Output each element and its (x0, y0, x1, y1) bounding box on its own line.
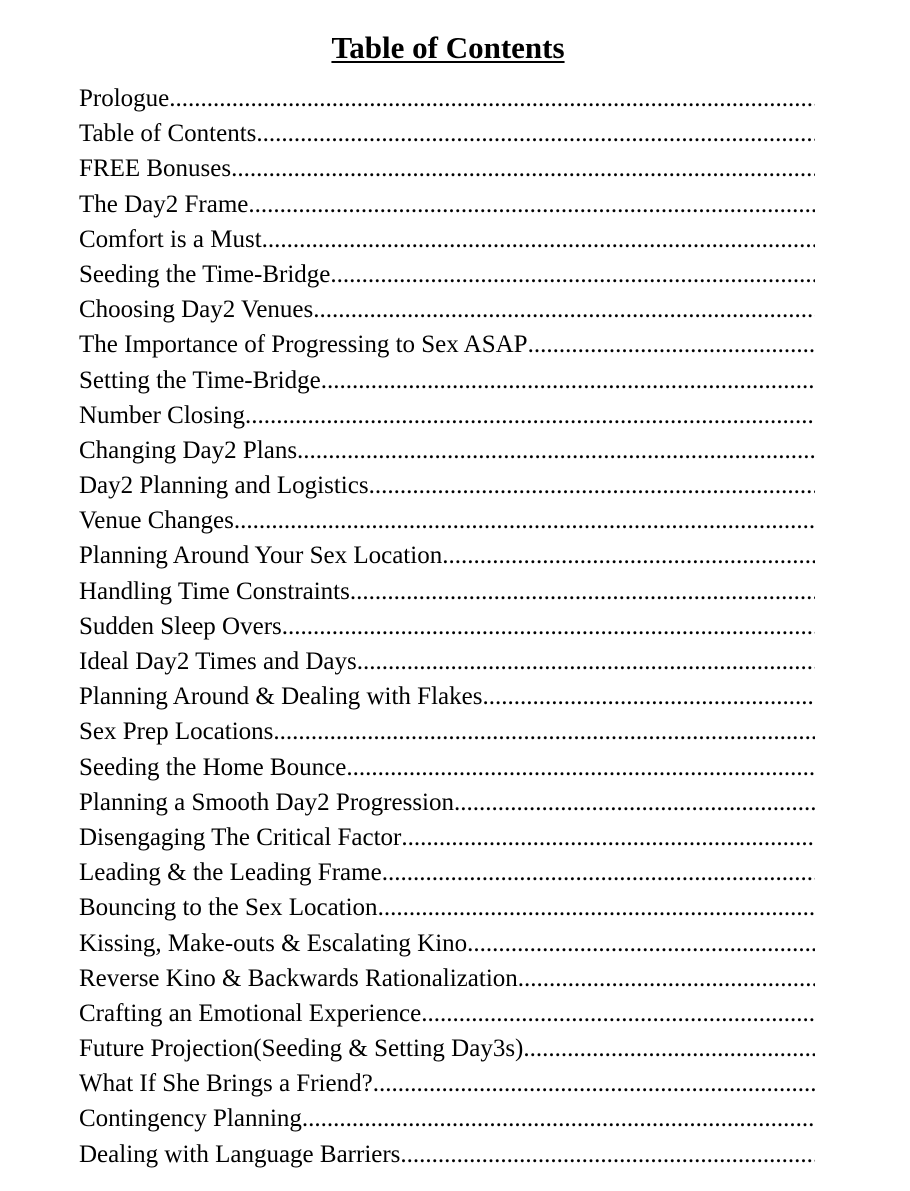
toc-entry[interactable] (79, 327, 815, 362)
toc-entry-label: Crafting an Emotional Experience (79, 999, 422, 1027)
toc-entry[interactable] (79, 714, 815, 749)
dot-leader (245, 398, 815, 433)
dot-leader (357, 644, 815, 679)
toc-entry-label: Planning Around Your Sex Location (79, 542, 443, 570)
dot-leader (302, 1101, 815, 1136)
toc-entry[interactable] (79, 961, 815, 996)
toc-entry[interactable] (79, 750, 815, 785)
toc-entry-label: Disengaging The Critical Factor (79, 823, 402, 851)
toc-entry[interactable] (79, 926, 815, 961)
dot-leader (282, 609, 815, 644)
dot-leader (321, 363, 815, 398)
toc-entry[interactable] (79, 820, 815, 855)
toc-entry-label: Changing Day2 Plans (79, 436, 298, 464)
toc-entry[interactable] (79, 363, 815, 398)
dot-leader (346, 750, 815, 785)
dot-leader (313, 292, 815, 327)
toc-entry[interactable] (79, 679, 815, 714)
toc-entry[interactable] (79, 890, 815, 925)
toc-entry-label: Ideal Day2 Times and Days (79, 648, 357, 675)
toc-entry[interactable] (79, 151, 815, 186)
dot-leader (330, 257, 815, 292)
toc-entry-label: Planning Around & Dealing with Flakes (79, 683, 483, 711)
toc-entry[interactable] (79, 468, 815, 503)
toc-entry[interactable] (79, 644, 815, 679)
dot-leader (454, 785, 815, 820)
dot-leader (378, 890, 815, 925)
dot-leader (248, 187, 815, 222)
toc-entry[interactable] (79, 292, 815, 327)
toc-entry[interactable] (79, 187, 815, 222)
dot-leader (442, 538, 815, 573)
toc-entry-label: Sudden Sleep Overs (79, 612, 282, 640)
toc-entry-label: Day2 Planning and Logistics (79, 472, 369, 500)
toc-entry[interactable] (79, 1101, 815, 1136)
toc-entry[interactable] (79, 609, 815, 644)
toc-entry-label: Planning a Smooth Day2 Progression (79, 788, 454, 816)
dot-leader (467, 926, 815, 961)
toc-entry[interactable] (79, 116, 815, 151)
dot-leader (528, 327, 815, 362)
dot-leader (234, 503, 815, 538)
toc-entry-label: Dealing with Language Barriers (79, 1140, 401, 1168)
toc-entry[interactable] (79, 81, 815, 116)
toc-entry[interactable] (79, 503, 815, 538)
toc-entry-label: Choosing Day2 Venues (79, 296, 314, 324)
dot-leader (400, 1137, 815, 1172)
toc-entry[interactable] (79, 257, 815, 292)
dot-leader (421, 996, 815, 1031)
dot-leader (273, 714, 815, 749)
dot-leader (373, 1066, 815, 1101)
dot-leader (518, 961, 815, 996)
toc-entry[interactable] (79, 785, 815, 820)
toc-entry[interactable] (79, 574, 815, 609)
toc-entry-label: Bouncing to the Sex Location (79, 894, 378, 922)
toc-entry[interactable] (79, 433, 815, 468)
toc-entry[interactable] (79, 1066, 815, 1101)
dot-leader (350, 574, 815, 609)
toc-entry[interactable] (79, 1137, 815, 1172)
toc-entry-label: Setting the Time-Bridge (79, 366, 321, 394)
toc-entry-label: Reverse Kino & Backwards Rationalization (79, 964, 518, 992)
toc-entry-label: Table of Contents (79, 120, 257, 148)
toc-entry-label: The Importance of Progressing to Sex ASAP (79, 331, 528, 359)
dot-leader (482, 679, 815, 714)
dot-leader (382, 855, 815, 890)
toc-entry-label: Seeding the Home Bounce (79, 753, 347, 781)
toc-entry[interactable] (79, 996, 815, 1031)
toc-list (79, 81, 815, 1172)
toc-entry-label: Venue Changes (79, 507, 234, 535)
toc-entry-label: Handling Time Constraints (79, 577, 350, 605)
toc-entry[interactable] (79, 222, 815, 257)
dot-leader (262, 222, 815, 257)
dot-leader (369, 468, 815, 503)
toc-entry-label: Contingency Planning (79, 1105, 302, 1133)
dot-leader (401, 820, 815, 855)
toc-entry-label: Comfort is a Must (79, 225, 262, 253)
toc-entry-label: Future Projection(Seeding & Setting Day3s) (79, 1035, 524, 1063)
toc-entry[interactable] (79, 1031, 815, 1066)
toc-entry-label: What If She Brings a Friend? (79, 1070, 373, 1098)
toc-entry-label: FREE Bonuses (79, 155, 232, 183)
toc-entry[interactable] (79, 538, 815, 573)
toc-entry-label: Prologue (79, 85, 170, 112)
dot-leader (523, 1031, 815, 1066)
dot-leader (297, 433, 815, 468)
toc-entry-label: Kissing, Make-outs & Escalating Kino (79, 929, 468, 957)
toc-entry-label: Seeding the Time-Bridge (79, 260, 331, 288)
dot-leader (256, 116, 815, 151)
toc-entry[interactable] (79, 398, 815, 433)
toc-entry-label: The Day2 Frame (79, 190, 249, 218)
dot-leader (169, 81, 815, 116)
toc-entry-label: Sex Prep Locations (79, 718, 274, 746)
toc-entry[interactable] (79, 855, 815, 890)
toc-entry-label: Number Closing (79, 401, 245, 429)
toc-entry-label: Leading & the Leading Frame (79, 859, 382, 887)
dot-leader (231, 151, 815, 186)
page-title: Table of Contents (331, 30, 565, 65)
